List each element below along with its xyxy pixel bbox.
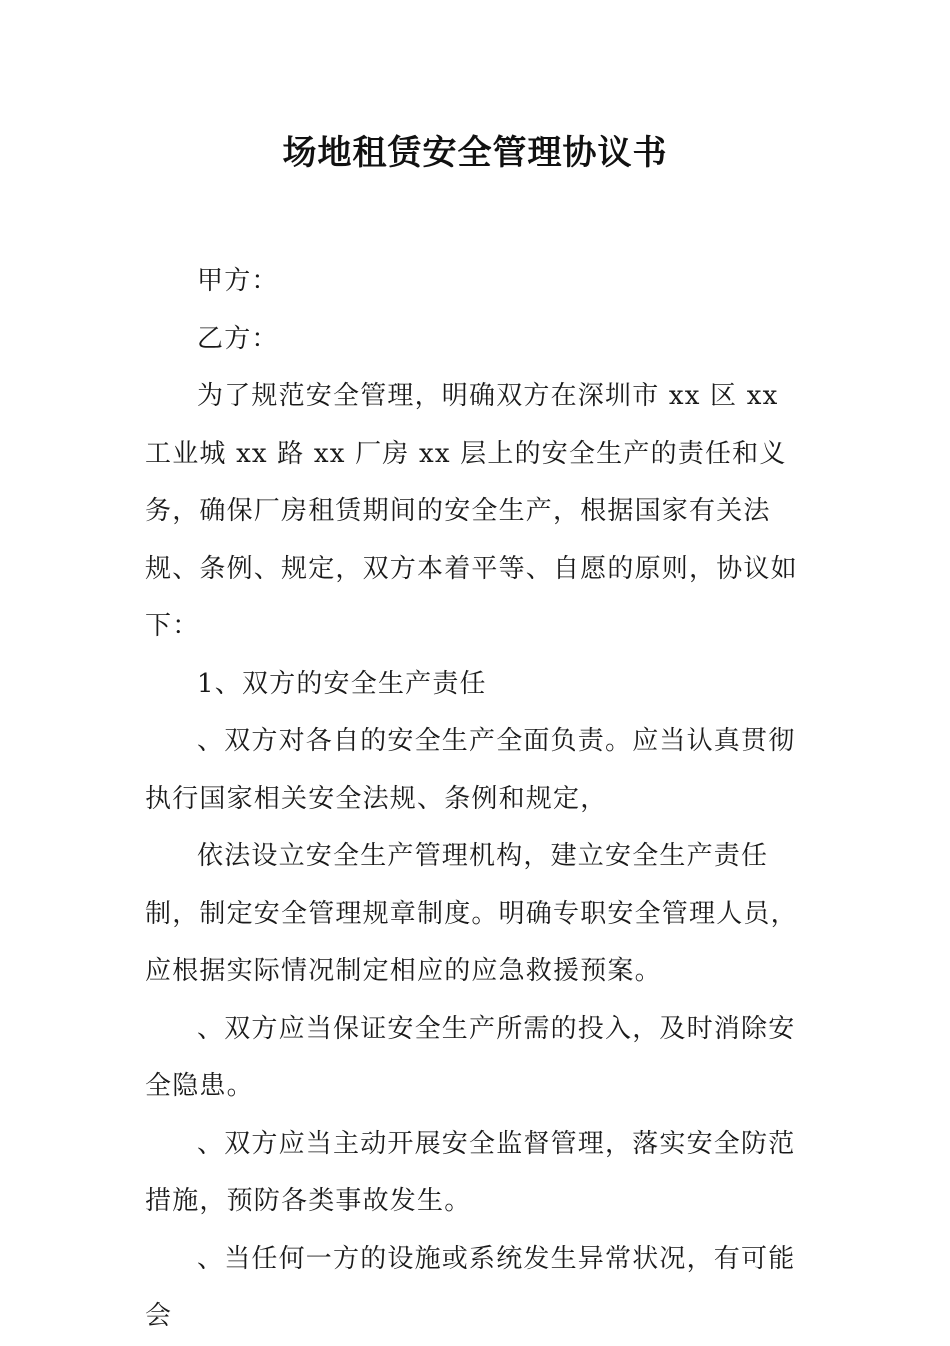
document-body — [145, 253, 807, 1346]
clause-paragraph: 、双方对各自的安全生产全面负责。应当认真贯彻执行国家相关安全法规、条例和规定， — [145, 726, 796, 814]
party-a-line: 甲方： — [197, 266, 279, 296]
clause-paragraph: 、双方应当主动开展安全监督管理，落实安全防范措施，预防各类事故发生。 — [145, 1128, 796, 1216]
preamble-paragraph: 为了规范安全管理，明确双方在深圳市 xx 区 xx 工业城 xx 路 xx 厂房 xx 层上的安全生产的责任和义务，确保厂房租赁期间的安全生产，根据国家有关法规、条例、规定，双方本着平等、自愿的原则，协议如下： — [145, 381, 798, 641]
clause-paragraph: 、当任何一方的设施或系统发生异常状况，有可能会 — [145, 1243, 796, 1331]
document-title: 场地租赁安全管理协议书 — [282, 133, 668, 173]
party-b-line: 乙方： — [197, 323, 279, 354]
clause-paragraph: 依法设立安全生产管理机构，建立安全生产责任制，制定安全管理规章制度。明确专职安全管理人员，应根据实际情况制定相应的应急救援预案。 — [145, 841, 798, 986]
section-heading: 1、双方的安全生产责任 — [197, 668, 487, 699]
clause-paragraph: 、双方应当保证安全生产所需的投入，及时消除安全隐患。 — [145, 1013, 796, 1101]
